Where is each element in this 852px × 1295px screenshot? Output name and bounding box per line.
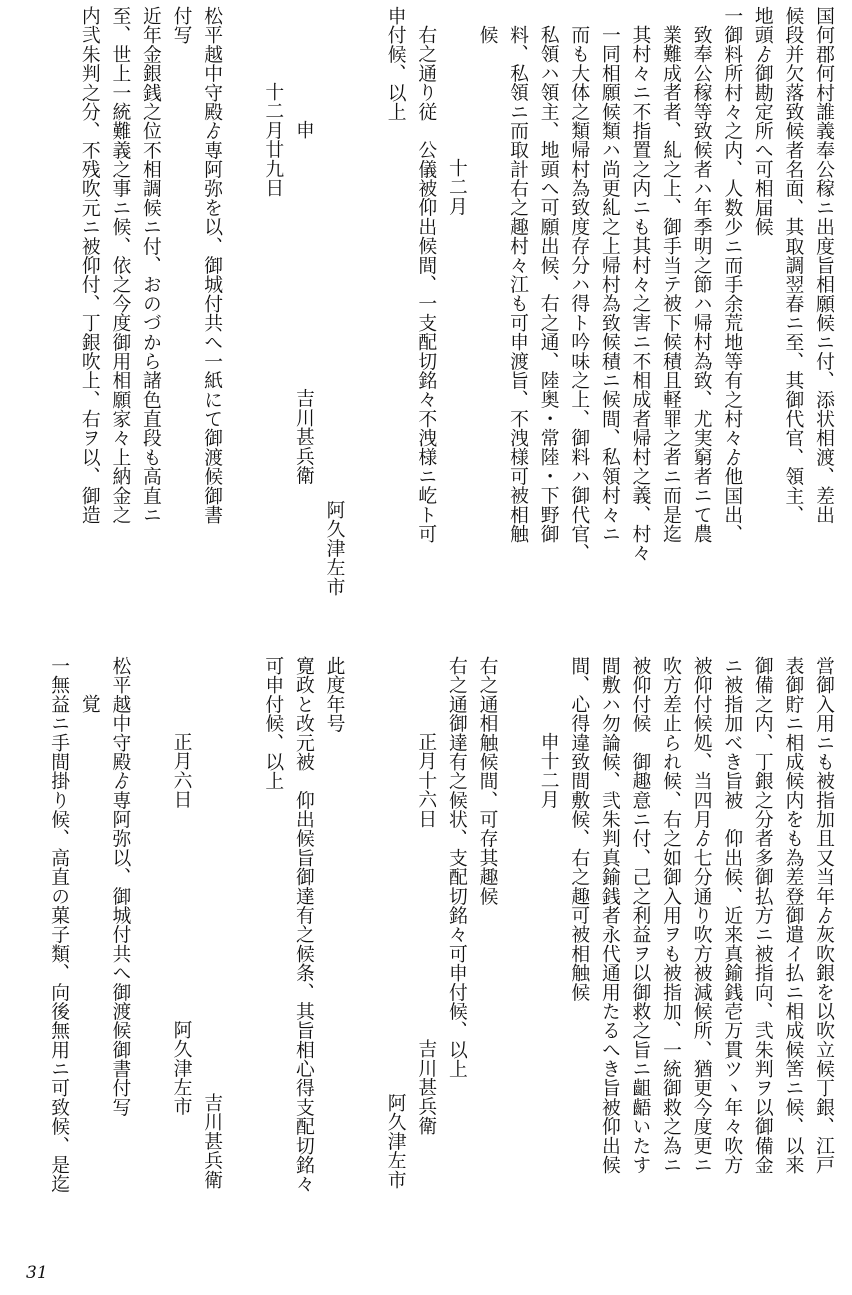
text-column: 此度年号 bbox=[323, 656, 345, 733]
text-column: 一御料所村々之内、人数少ニ而手余荒地等有之村々ゟ他国出、 bbox=[721, 6, 743, 544]
text-column: 吹方差止られ候、右之如御入用ヲも被指加、一統御救之為ニ bbox=[660, 656, 682, 1175]
text-column: 右之通御達有之候状、支配切銘々可申付候、以上 bbox=[445, 656, 467, 1079]
text-column: 致奉公稼等致候者ハ年季明之節ハ帰村為致、尤実窮者ニて農 bbox=[690, 25, 712, 544]
text-column bbox=[134, 656, 165, 1216]
text-column bbox=[226, 656, 257, 1216]
text-column: 料、私領ニ而取計右之趣村々江も可申渡旨、不洩様可被相触 bbox=[507, 25, 529, 544]
text-column: 一同相願候類ハ尚更糺之上帰村為致候積ニ候間、私領村々ニ bbox=[598, 25, 620, 544]
text-column: 間敷ハ勿論候、弐朱判真鍮銭者永代通用たるへき旨被仰出候 bbox=[598, 656, 620, 1175]
text-column: 一無益ニ手間掛り候、高直の菓子類、向後無用ニ可致候、是迄 bbox=[48, 656, 70, 1194]
text-column: 松平越中守殿ゟ専阿弥以、御城付共へ御渡候御書付写 bbox=[109, 656, 131, 1117]
text-column: 十二月 bbox=[445, 158, 467, 216]
upper-text-block bbox=[0, 6, 852, 618]
text-column bbox=[349, 656, 380, 1216]
lower-text-block bbox=[0, 656, 852, 1216]
text-column: 而も大体之類帰村為致度存分ハ得ト吟味之上、御料ハ御代官、 bbox=[568, 25, 590, 563]
text-column: 付写 bbox=[170, 6, 192, 45]
text-column bbox=[501, 656, 532, 1216]
text-column: 申付候、以上 bbox=[384, 6, 406, 122]
text-column: 可申付候、以上 bbox=[262, 656, 284, 791]
text-column: 間、心得違致間敷候、右之趣可被相触候 bbox=[568, 656, 590, 1002]
text-column: 被仰付候処、当四月ゟ七分通り吹方被減候所、猶更今度更ニ bbox=[690, 656, 712, 1175]
text-column: 私領ハ領主、地頭へ可願出候、右之通、陸奥・常陸・下野御 bbox=[537, 25, 559, 544]
text-column: 至、世上一統難義之事ニ候、依之今度御用相願家々上納金之 bbox=[109, 6, 131, 525]
text-column: 業難成者者、糺之上、御手当テ被下候積且軽罪之者ニ而是迄 bbox=[660, 25, 682, 544]
text-column: 営御入用ニも被指加且又当年ゟ灰吹銀を以吹立候丁銀、江戸 bbox=[813, 656, 834, 1175]
text-column: 被仰付候 御趣意ニ付、己之利益ヲ以御救之旨ニ齟齬いたす bbox=[629, 656, 651, 1175]
text-column: 十二月廿九日 bbox=[262, 82, 284, 198]
text-column: 御備之内、丁銀之分者多御払方ニ被指向、弐朱判ヲ以御備金 bbox=[751, 656, 773, 1175]
upper-vertical-text bbox=[73, 6, 838, 618]
text-column bbox=[349, 6, 380, 618]
text-column: 松平越中守殿ゟ専阿弥を以、御城付共へ一紙にて御渡候御書 bbox=[201, 6, 223, 525]
text-column: 候段并欠落致候者名面、其取調翌春ニ至、其御代官、領主、 bbox=[782, 6, 804, 525]
text-column: 覚 bbox=[78, 694, 100, 714]
text-column: 候 bbox=[476, 25, 498, 45]
text-column: 吉川甚兵衛 bbox=[201, 1093, 223, 1189]
text-column: 寛政と改元被 仰出候旨御達有之候条、其旨相心得支配切銘々 bbox=[292, 656, 314, 1194]
text-column: 正月六日 阿久津左市 bbox=[170, 732, 192, 1116]
text-column: 阿久津左市 bbox=[323, 500, 345, 596]
text-column: 国何郡何村誰義奉公稼ニ出度旨相願候ニ付、添状相渡、差出 bbox=[813, 6, 834, 525]
text-column: ニ被指加べき旨被 仰出候、近来真鍮銭壱万貫ツヽ年々吹方 bbox=[721, 656, 743, 1175]
text-column: 申十二月 bbox=[537, 732, 559, 809]
text-column: 申 吉川甚兵衛 bbox=[292, 120, 314, 485]
text-column: 其村々ニ不指置之内ニも其村々之害ニ不相成者帰村之義、村々 bbox=[629, 25, 651, 563]
text-column: 近年金銀銭之位不相調候ニ付、おのづから諸色直段も高直ニ bbox=[139, 6, 161, 525]
text-column: 内弐朱判之分、不残吹元ニ被仰付、丁銀吹上、右ヲ以、御造 bbox=[78, 6, 100, 525]
text-column: 阿久津左市 bbox=[384, 1093, 406, 1189]
text-column: 地頭ゟ御勘定所へ可相届候 bbox=[751, 6, 773, 237]
text-column bbox=[226, 6, 257, 618]
text-column: 右之通相触候間、可存其趣候 bbox=[476, 656, 498, 906]
page-number: 31 bbox=[26, 1263, 48, 1283]
text-column: 正月十六日 吉川甚兵衛 bbox=[415, 732, 437, 1135]
text-column: 表御貯ニ相成候内をも為差登御遣イ払ニ相成候筈ニ候、以来 bbox=[782, 656, 804, 1175]
text-column: 右之通り従 公儀被仰出候間、一支配切銘々不洩様ニ屹ト可 bbox=[415, 25, 437, 544]
lower-vertical-text bbox=[43, 656, 838, 1216]
